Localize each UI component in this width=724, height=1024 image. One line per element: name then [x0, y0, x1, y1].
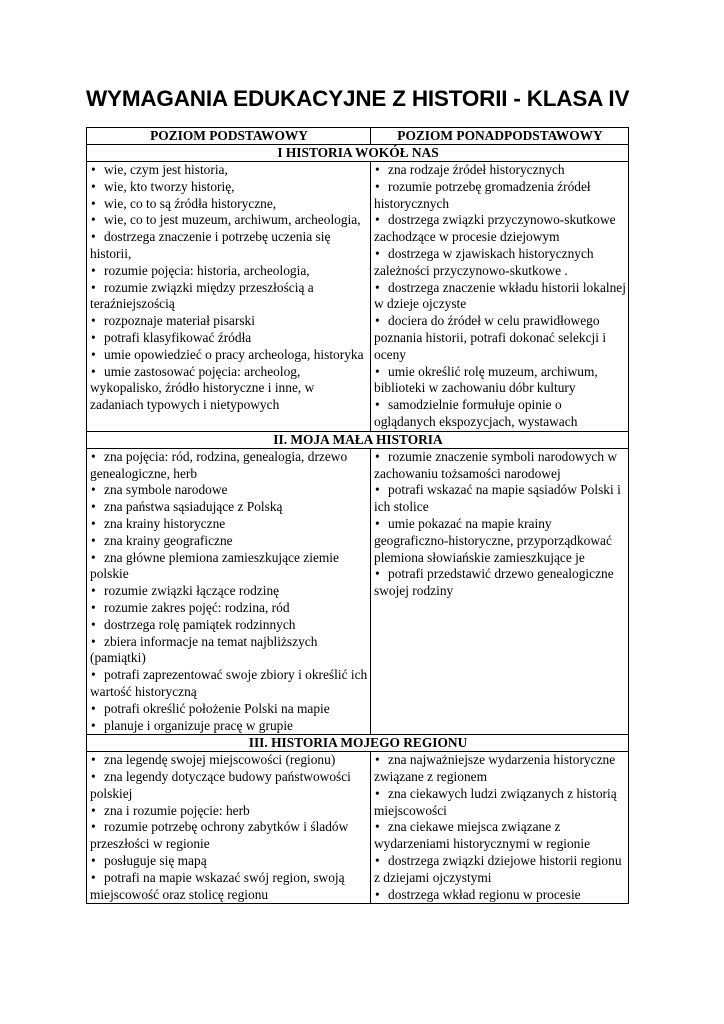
section-heading: I HISTORIA WOKÓŁ NAS [87, 145, 629, 162]
column-header-extended: POZIOM PONADPODSTAWOWY [371, 128, 629, 145]
extended-requirements-list [374, 162, 626, 431]
basic-requirements-list [90, 752, 368, 903]
list-item: • dostrzega znaczenie wkładu historii lokalnej w dzieje ojczyste [374, 280, 626, 314]
extended-requirements-list [374, 752, 626, 903]
list-item: • posługuje się mapą [90, 853, 368, 870]
list-item: • rozumie pojęcia: historia, archeologia, [90, 263, 368, 280]
basic-requirements-cell [87, 752, 371, 904]
list-item: • zna legendy dotyczące budowy państwowości polskiej [90, 769, 368, 803]
list-item: • wie, co to jest muzeum, archiwum, archeologia, [90, 212, 368, 229]
list-item: • umie pokazać na mapie krainy geograficzno-historyczne, przyporządkować plemiona słowiańskie zamieszkujące je [374, 516, 626, 566]
extended-requirements-cell [371, 752, 629, 904]
requirements-table [86, 127, 629, 904]
section-content-row [87, 448, 629, 735]
list-item: • zbiera informacje na temat najbliższych (pamiątki) [90, 634, 368, 668]
list-item: • zna krainy geograficzne [90, 533, 368, 550]
section-content-row [87, 162, 629, 432]
section-heading-row [87, 145, 629, 162]
list-item: • wie, co to są źródła historyczne, [90, 196, 368, 213]
list-item: • umie opowiedzieć o pracy archeologa, historyka [90, 347, 368, 364]
list-item: • umie określić rolę muzeum, archiwum, biblioteki w zachowaniu dóbr kultury [374, 364, 626, 398]
list-item: • potrafi określić położenie Polski na mapie [90, 701, 368, 718]
list-item: • rozumie związki łączące rodzinę [90, 583, 368, 600]
list-item: • dostrzega związki przyczynowo-skutkowe zachodzące w procesie dziejowym [374, 212, 626, 246]
list-item: • dostrzega związki dziejowe historii regionu z dziejami ojczystymi [374, 853, 626, 887]
list-item: • rozumie znaczenie symboli narodowych w zachowaniu tożsamości narodowej [374, 449, 626, 483]
list-item: • dostrzega rolę pamiątek rodzinnych [90, 617, 368, 634]
list-item: • zna pojęcia: ród, rodzina, genealogia, drzewo genealogiczne, herb [90, 449, 368, 483]
list-item: • zna legendę swojej miejscowości (regionu) [90, 752, 368, 769]
list-item: • zna ciekawe miejsca związane z wydarzeniami historycznymi w regionie [374, 819, 626, 853]
list-item: • potrafi przedstawić drzewo genealogiczne swojej rodziny [374, 566, 626, 600]
list-item: • zna rodzaje źródeł historycznych [374, 162, 626, 179]
column-header-basic: POZIOM PODSTAWOWY [87, 128, 371, 145]
list-item: • planuje i organizuje pracę w grupie [90, 718, 368, 735]
list-item: • dostrzega w zjawiskach historycznych zależności przyczynowo-skutkowe . [374, 246, 626, 280]
list-item: • rozpoznaje materiał pisarski [90, 313, 368, 330]
basic-requirements-list [90, 162, 368, 414]
extended-requirements-cell [371, 162, 629, 432]
list-item: • wie, czym jest historia, [90, 162, 368, 179]
section-heading: III. HISTORIA MOJEGO REGIONU [87, 735, 629, 752]
list-item: • potrafi na mapie wskazać swój region, swoją miejscowość oraz stolicę regionu [90, 870, 368, 904]
table-header-row [87, 128, 629, 145]
extended-requirements-cell [371, 448, 629, 735]
list-item: • zna krainy historyczne [90, 516, 368, 533]
list-item: • zna symbole narodowe [90, 482, 368, 499]
section-content-row [87, 752, 629, 904]
list-item: • rozumie zakres pojęć: rodzina, ród [90, 600, 368, 617]
section-heading: II. MOJA MAŁA HISTORIA [87, 431, 629, 448]
page-title: WYMAGANIA EDUKACYJNE Z HISTORII - KLASA IV [86, 86, 630, 111]
list-item: • dociera do źródeł w celu prawidłowego poznania historii, potrafi dokonać selekcji i oceny [374, 313, 626, 363]
list-item: • zna najważniejsze wydarzenia historyczne związane z regionem [374, 752, 626, 786]
basic-requirements-cell [87, 448, 371, 735]
list-item: • dostrzega wkład regionu w procesie [374, 887, 626, 904]
list-item: • rozumie związki między przeszłością a teraźniejszością [90, 280, 368, 314]
list-item: • zna ciekawych ludzi związanych z historią miejscowości [374, 786, 626, 820]
list-item: • zna i rozumie pojęcie: herb [90, 803, 368, 820]
list-item: • rozumie potrzebę ochrony zabytków i śladów przeszłości w regionie [90, 819, 368, 853]
list-item: • potrafi zaprezentować swoje zbiory i określić ich wartość historyczną [90, 667, 368, 701]
list-item: • samodzielnie formułuje opinie o oglądanych ekspozycjach, wystawach [374, 397, 626, 431]
list-item: • umie zastosować pojęcia: archeolog, wykopalisko, źródło historyczne i inne, w zadaniach typowych i nietypowych [90, 364, 368, 414]
extended-requirements-list [374, 449, 626, 600]
basic-requirements-cell [87, 162, 371, 432]
list-item: • zna państwa sąsiadujące z Polską [90, 499, 368, 516]
list-item: • potrafi wskazać na mapie sąsiadów Polski i ich stolice [374, 482, 626, 516]
list-item: • zna główne plemiona zamieszkujące ziemie polskie [90, 550, 368, 584]
list-item: • potrafi klasyfikować źródła [90, 330, 368, 347]
list-item: • dostrzega znaczenie i potrzebę uczenia się historii, [90, 229, 368, 263]
basic-requirements-list [90, 449, 368, 735]
section-heading-row [87, 431, 629, 448]
section-heading-row [87, 735, 629, 752]
list-item: • wie, kto tworzy historię, [90, 179, 368, 196]
list-item: • rozumie potrzebę gromadzenia źródeł historycznych [374, 179, 626, 213]
